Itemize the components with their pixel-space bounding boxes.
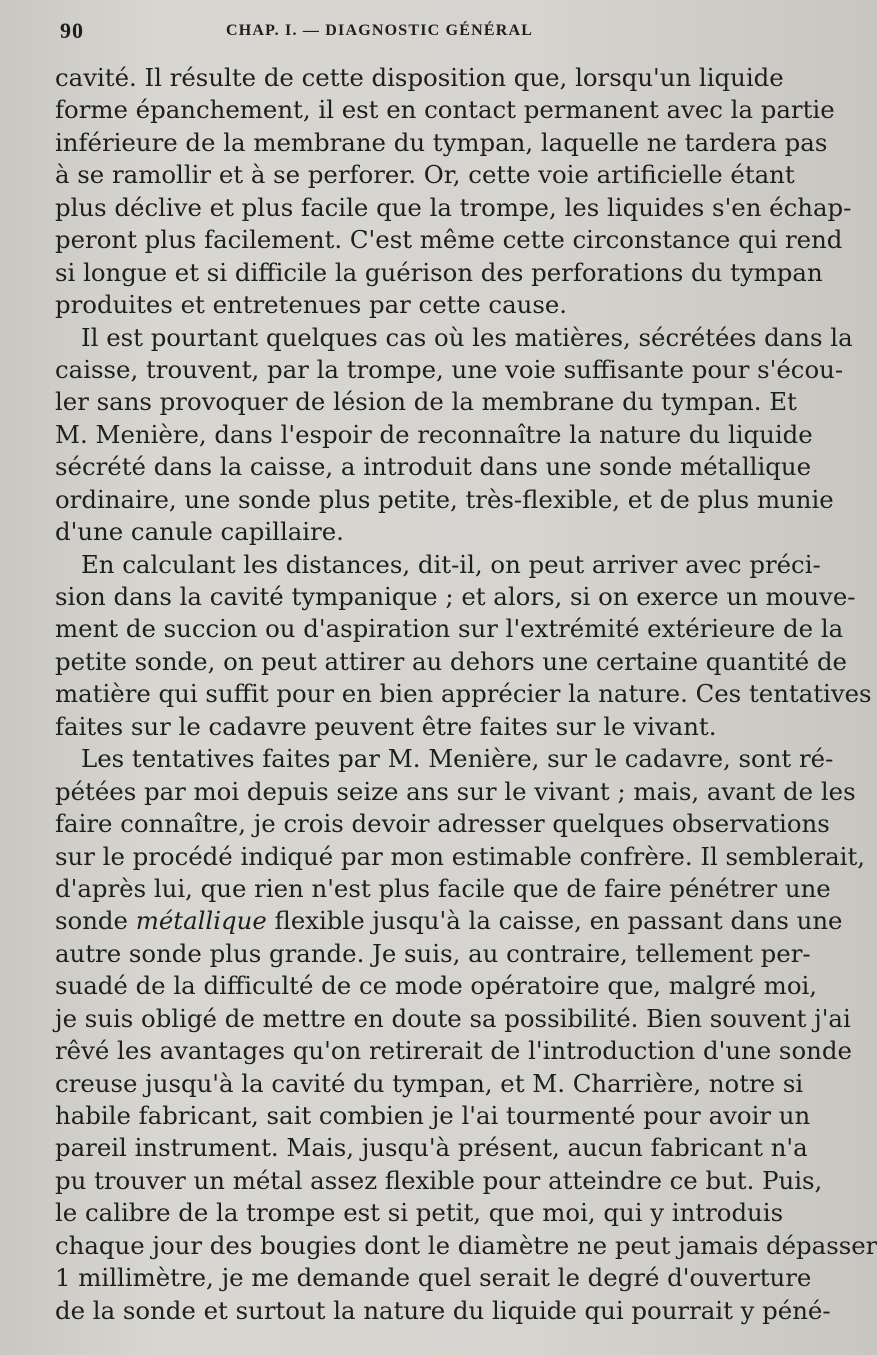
- text-line: peront plus facilement. C'est même cette circonstance qui rend: [55, 225, 843, 255]
- text-line-with-italic: [55, 905, 843, 937]
- text-line: creuse jusqu'à la cavité du tympan, et M. Charrière, notre si: [55, 1068, 804, 1098]
- text-line: M. Menière, dans l'espoir de reconnaître la nature du liquide: [55, 419, 813, 449]
- text-line: forme épanchement, il est en contact permanent avec la partie: [55, 95, 835, 125]
- text-line: sion dans la cavité tympanique ; et alors, si on exerce un mouve-: [55, 582, 856, 611]
- text-line: caisse, trouvent, par la trompe, une voie suffisante pour s'écou-: [55, 354, 844, 384]
- text-line: d'une canule capillaire.: [55, 517, 344, 547]
- chapter-title: CHAP. I. — DIAGNOSTIC GÉNÉRAL: [226, 22, 534, 39]
- text-line: pétées par moi depuis seize ans sur le vivant ; mais, avant de les: [55, 776, 856, 806]
- text-segment: flexible jusqu'à la caisse, en passant dans une: [266, 906, 843, 936]
- text-line: En calculant les distances, dit-il, on peut arriver avec préci-: [81, 549, 821, 579]
- text-line: à se ramollir et à se perforer. Or, cette voie artificielle étant: [55, 160, 795, 190]
- text-line: ment de succion ou d'aspiration sur l'extrémité extérieure de la: [55, 614, 844, 644]
- running-head: [60, 18, 760, 48]
- text-line: d'après lui, que rien n'est plus facile que de faire pénétrer une: [55, 873, 831, 903]
- text-line: pareil instrument. Mais, jusqu'à présent, aucun fabricant n'a: [55, 1133, 808, 1163]
- text-line: matière qui suffit pour en bien apprécier la nature. Ces tentatives: [55, 679, 872, 709]
- text-line: inférieure de la membrane du tympan, laquelle ne tardera pas: [55, 127, 828, 157]
- text-line: si longue et si difficile la guérison des perforations du tympan: [55, 257, 823, 287]
- italic-word: métallique: [135, 906, 267, 936]
- text-line: ler sans provoquer de lésion de la membrane du tympan. Et: [55, 387, 797, 417]
- text-line: Il est pourtant quelques cas où les matières, sécrétées dans la: [81, 322, 853, 352]
- text-line: faites sur le cadavre peuvent être faites sur le vivant.: [55, 711, 717, 741]
- text-line: produites et entretenues par cette cause.: [55, 290, 568, 320]
- text-line: sécrété dans la caisse, a introduit dans une sonde métallique: [55, 452, 812, 482]
- text-line: de la sonde et surtout la nature du liquide qui pourrait y péné-: [55, 1295, 831, 1325]
- text-line: pu trouver un métal assez flexible pour atteindre ce but. Puis,: [55, 1165, 823, 1195]
- text-line: autre sonde plus grande. Je suis, au contraire, tellement per-: [55, 938, 811, 968]
- text-line: ordinaire, une sonde plus petite, très-flexible, et de plus munie: [55, 484, 834, 514]
- page-number: 90: [60, 18, 84, 43]
- text-line: habile fabricant, sait combien je l'ai tourmenté pour avoir un: [55, 1101, 811, 1130]
- text-line: faire connaître, je crois devoir adresser quelques observations: [55, 809, 830, 839]
- text-line: suadé de la difficulté de ce mode opératoire que, malgré moi,: [55, 971, 818, 1001]
- text-line: 1 millimètre, je me demande quel serait le degré d'ouverture: [55, 1263, 812, 1293]
- text-line: rêvé les avantages qu'on retirerait de l'introduction d'une sonde: [55, 1036, 852, 1066]
- text-segment: sonde: [55, 906, 136, 936]
- text-line: je suis obligé de mettre en doute sa possibilité. Bien souvent j'ai: [55, 1003, 851, 1033]
- text-line: cavité. Il résulte de cette disposition que, lorsqu'un liquide: [55, 63, 784, 92]
- text-line: Les tentatives faites par M. Menière, sur le cadavre, sont ré-: [81, 744, 834, 774]
- text-line: petite sonde, on peut attirer au dehors une certaine quantité de: [55, 646, 847, 676]
- text-line: chaque jour des bougies dont le diamètre ne peut jamais dépasser: [55, 1230, 877, 1260]
- body-text: [55, 62, 877, 1327]
- text-line: le calibre de la trompe est si petit, que moi, qui y introduis: [55, 1198, 784, 1228]
- text-line: plus déclive et plus facile que la trompe, les liquides s'en échap-: [55, 192, 852, 222]
- text-line: sur le procédé indiqué par mon estimable confrère. Il semblerait,: [55, 841, 866, 871]
